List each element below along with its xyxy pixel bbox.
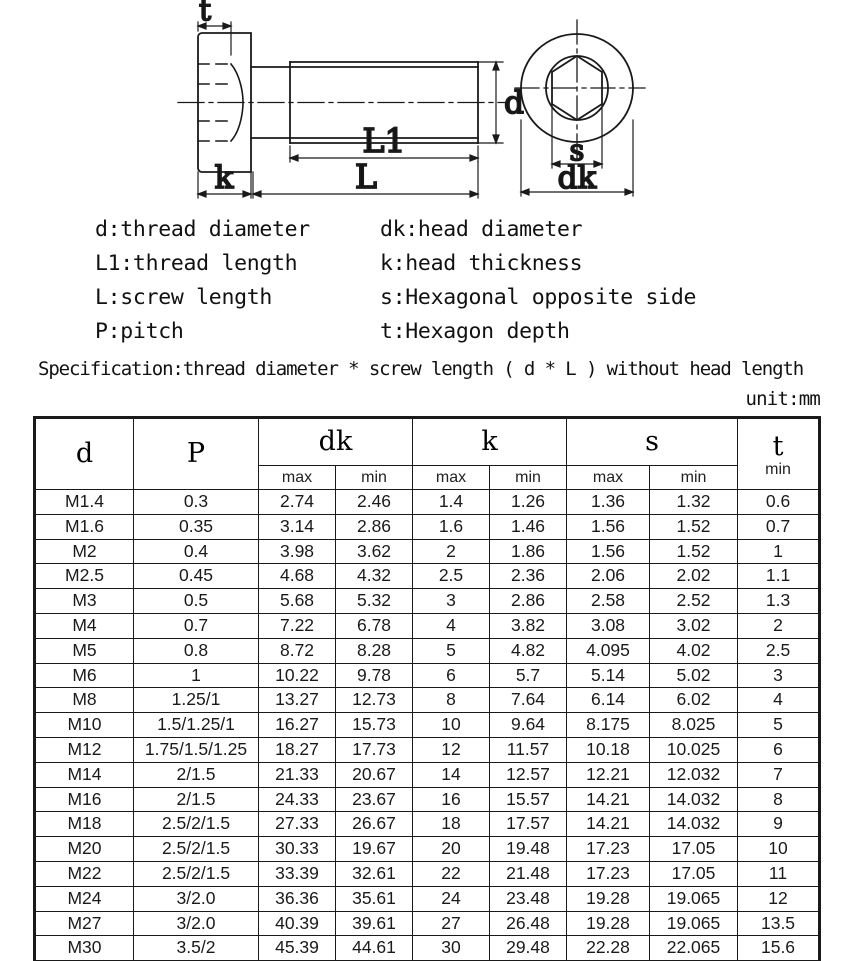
cell-s-min: 12.032 [650, 762, 738, 787]
cell-p: 1.25/1 [134, 688, 259, 713]
cell-dk-max: 16.27 [259, 713, 336, 738]
cell-s-max: 8.175 [567, 713, 650, 738]
cell-dk-max: 10.22 [259, 663, 336, 688]
cell-dk-max: 8.72 [259, 638, 336, 663]
cell-d: M2 [36, 539, 134, 564]
cell-dk-max: 36.36 [259, 886, 336, 911]
cell-k-max: 4 [413, 613, 490, 638]
cell-k-min: 3.82 [490, 613, 567, 638]
cell-t-min: 4 [738, 688, 819, 713]
cell-t-min: 6 [738, 737, 819, 762]
table-row [36, 663, 819, 688]
dimension-label-L1: L1 [362, 121, 406, 160]
cell-k-min: 1.26 [490, 490, 567, 515]
legend-col-left [0, 285, 380, 310]
cell-d: M30 [36, 936, 134, 961]
cell-t-min: 1.3 [738, 589, 819, 614]
cell-t-min: 0.7 [738, 514, 819, 539]
cell-dk-min: 5.32 [336, 589, 413, 614]
table-row [36, 638, 819, 663]
col-header-k: k [413, 419, 567, 466]
legend-item-k: k:head thickness [380, 250, 583, 276]
cell-p: 0.4 [134, 539, 259, 564]
cell-k-min: 9.64 [490, 713, 567, 738]
cell-s-max: 5.14 [567, 663, 650, 688]
table-row [36, 613, 819, 638]
cell-k-min: 2.86 [490, 589, 567, 614]
specification-text: Specification:thread diameter * screw length ( d * L ) without head length [38, 358, 804, 380]
cell-d: M24 [36, 886, 134, 911]
cell-s-max: 10.18 [567, 737, 650, 762]
cell-dk-max: 40.39 [259, 911, 336, 936]
dimension-label-s: s [569, 133, 585, 167]
col-header-t-letter: t [772, 430, 784, 462]
table-row [36, 539, 819, 564]
cell-t-min: 8 [738, 787, 819, 812]
cell-k-min: 4.82 [490, 638, 567, 663]
cell-dk-min: 23.67 [336, 787, 413, 812]
cell-k-min: 17.57 [490, 812, 567, 837]
cell-t-min: 0.6 [738, 490, 819, 515]
cell-d: M27 [36, 911, 134, 936]
cell-k-min: 2.36 [490, 564, 567, 589]
dimension-label-t: t [198, 0, 212, 28]
cell-dk-min: 15.73 [336, 713, 413, 738]
cell-k-min: 1.46 [490, 514, 567, 539]
cell-d: M22 [36, 861, 134, 886]
cell-s-min: 2.02 [650, 564, 738, 589]
legend-row [0, 212, 857, 246]
col-subheader-s-min: min [650, 466, 738, 490]
cell-k-max: 1.6 [413, 514, 490, 539]
legend-col-left [0, 217, 380, 242]
cell-k-max: 24 [413, 886, 490, 911]
cell-dk-min: 2.86 [336, 514, 413, 539]
cell-p: 1.75/1.5/1.25 [134, 737, 259, 762]
table-row [36, 713, 819, 738]
cell-s-max: 19.28 [567, 911, 650, 936]
cell-s-min: 17.05 [650, 837, 738, 862]
col-subheader-dk-max: max [259, 466, 336, 490]
cell-p: 3/2.0 [134, 886, 259, 911]
cell-s-max: 12.21 [567, 762, 650, 787]
cell-s-min: 5.02 [650, 663, 738, 688]
cell-t-min: 11 [738, 861, 819, 886]
cell-p: 3/2.0 [134, 911, 259, 936]
cell-s-max: 19.28 [567, 886, 650, 911]
cell-k-max: 14 [413, 762, 490, 787]
cell-d: M3 [36, 589, 134, 614]
cell-s-max: 17.23 [567, 861, 650, 886]
cell-k-max: 5 [413, 638, 490, 663]
legend-item-l1: L1:thread length [95, 250, 298, 276]
table-body [36, 490, 819, 961]
cell-dk-max: 3.14 [259, 514, 336, 539]
table-row [36, 886, 819, 911]
table-row [36, 762, 819, 787]
legend-col-right [380, 285, 857, 310]
legend-item-t: t:Hexagon depth [380, 318, 570, 344]
col-subheader-k-min: min [490, 466, 567, 490]
cell-t-min: 3 [738, 663, 819, 688]
cell-p: 0.5 [134, 589, 259, 614]
cell-d: M1.6 [36, 514, 134, 539]
cell-k-max: 27 [413, 911, 490, 936]
cell-s-min: 2.52 [650, 589, 738, 614]
cell-dk-min: 8.28 [336, 638, 413, 663]
socket-head-cap-screw-drawing [0, 0, 857, 212]
cell-s-max: 6.14 [567, 688, 650, 713]
cell-dk-max: 33.39 [259, 861, 336, 886]
cell-k-max: 2.5 [413, 564, 490, 589]
cell-k-max: 10 [413, 713, 490, 738]
col-header-d: d [36, 419, 134, 490]
cell-s-min: 14.032 [650, 787, 738, 812]
cell-k-min: 7.64 [490, 688, 567, 713]
cell-t-min: 2.5 [738, 638, 819, 663]
cell-s-min: 6.02 [650, 688, 738, 713]
legend-row [0, 280, 857, 314]
cell-p: 2/1.5 [134, 762, 259, 787]
cell-t-min: 9 [738, 812, 819, 837]
table-row [36, 589, 819, 614]
cell-d: M6 [36, 663, 134, 688]
cell-s-min: 19.065 [650, 886, 738, 911]
cell-k-max: 6 [413, 663, 490, 688]
cell-s-max: 1.36 [567, 490, 650, 515]
cell-s-min: 8.025 [650, 713, 738, 738]
cell-s-min: 1.52 [650, 514, 738, 539]
col-subheader-s-max: max [567, 466, 650, 490]
cell-dk-min: 20.67 [336, 762, 413, 787]
cell-p: 2/1.5 [134, 787, 259, 812]
table-row [36, 936, 819, 961]
cell-dk-max: 30.33 [259, 837, 336, 862]
table-row [36, 737, 819, 762]
cell-d: M10 [36, 713, 134, 738]
unit-note-line [0, 388, 820, 410]
cell-p: 1.5/1.25/1 [134, 713, 259, 738]
cell-k-max: 1.4 [413, 490, 490, 515]
cell-t-min: 2 [738, 613, 819, 638]
cell-s-min: 4.02 [650, 638, 738, 663]
legend-item-s: s:Hexagonal opposite side [380, 284, 697, 310]
table-header-row-main [36, 419, 819, 466]
cell-k-max: 30 [413, 936, 490, 961]
cell-d: M12 [36, 737, 134, 762]
dimensions-table-wrap [35, 418, 818, 961]
cell-s-max: 2.06 [567, 564, 650, 589]
table-row [36, 490, 819, 515]
cell-k-min: 1.86 [490, 539, 567, 564]
col-header-s: s [567, 419, 738, 466]
legend-row [0, 246, 857, 280]
cell-d: M16 [36, 787, 134, 812]
legend-item-dk: dk:head diameter [380, 216, 583, 242]
cell-k-max: 16 [413, 787, 490, 812]
cell-dk-max: 3.98 [259, 539, 336, 564]
legend-block [0, 212, 857, 348]
legend-col-left [0, 319, 380, 344]
legend-row [0, 314, 857, 348]
cell-s-min: 19.065 [650, 911, 738, 936]
cell-dk-max: 24.33 [259, 787, 336, 812]
cell-s-max: 3.08 [567, 613, 650, 638]
cell-d: M8 [36, 688, 134, 713]
legend-col-right [380, 251, 857, 276]
cell-p: 0.3 [134, 490, 259, 515]
cell-s-max: 17.23 [567, 837, 650, 862]
col-subheader-k-max: max [413, 466, 490, 490]
cell-d: M2.5 [36, 564, 134, 589]
cell-dk-min: 32.61 [336, 861, 413, 886]
cell-k-min: 23.48 [490, 886, 567, 911]
cell-t-min: 13.5 [738, 911, 819, 936]
dimension-label-L: L [355, 157, 377, 196]
cell-s-max: 14.21 [567, 787, 650, 812]
legend-col-right [380, 217, 857, 242]
cell-dk-min: 12.73 [336, 688, 413, 713]
cell-s-min: 1.52 [650, 539, 738, 564]
specification-line [0, 358, 857, 380]
cell-dk-max: 21.33 [259, 762, 336, 787]
table-row [36, 837, 819, 862]
cell-dk-max: 5.68 [259, 589, 336, 614]
cell-s-min: 14.032 [650, 812, 738, 837]
legend-item-d: d:thread diameter [95, 216, 310, 242]
cell-dk-min: 19.67 [336, 837, 413, 862]
cell-dk-max: 7.22 [259, 613, 336, 638]
unit-note: unit:mm [745, 388, 820, 410]
cell-k-max: 3 [413, 589, 490, 614]
cell-p: 1 [134, 663, 259, 688]
cell-k-max: 12 [413, 737, 490, 762]
cell-dk-max: 2.74 [259, 490, 336, 515]
table-row [36, 787, 819, 812]
col-header-dk: dk [259, 419, 413, 466]
table-row [36, 812, 819, 837]
cell-dk-min: 35.61 [336, 886, 413, 911]
cell-dk-max: 45.39 [259, 936, 336, 961]
cell-t-min: 15.6 [738, 936, 819, 961]
cell-k-max: 22 [413, 861, 490, 886]
cell-p: 0.45 [134, 564, 259, 589]
cell-t-min: 1.1 [738, 564, 819, 589]
cell-p: 0.8 [134, 638, 259, 663]
drawing-svg [0, 0, 857, 212]
cell-s-min: 10.025 [650, 737, 738, 762]
cell-dk-min: 39.61 [336, 911, 413, 936]
cell-dk-max: 18.27 [259, 737, 336, 762]
cell-dk-min: 2.46 [336, 490, 413, 515]
col-header-t-min: min [765, 460, 791, 478]
table-row [36, 688, 819, 713]
cell-s-min: 22.065 [650, 936, 738, 961]
cell-d: M4 [36, 613, 134, 638]
cell-k-min: 5.7 [490, 663, 567, 688]
cell-s-max: 1.56 [567, 514, 650, 539]
cell-s-max: 4.095 [567, 638, 650, 663]
cell-dk-min: 4.32 [336, 564, 413, 589]
cell-k-min: 26.48 [490, 911, 567, 936]
cell-dk-min: 9.78 [336, 663, 413, 688]
cell-t-min: 12 [738, 886, 819, 911]
cell-d: M18 [36, 812, 134, 837]
cell-d: M1.4 [36, 490, 134, 515]
table-row [36, 564, 819, 589]
cell-t-min: 10 [738, 837, 819, 862]
cell-t-min: 7 [738, 762, 819, 787]
col-header-p: P [134, 419, 259, 490]
col-header-t [738, 419, 819, 490]
cell-s-min: 17.05 [650, 861, 738, 886]
legend-col-left [0, 251, 380, 276]
cell-dk-min: 3.62 [336, 539, 413, 564]
table-row [36, 514, 819, 539]
dimension-label-k: k [214, 160, 234, 196]
cell-dk-max: 13.27 [259, 688, 336, 713]
dimensions-table [35, 418, 819, 961]
cell-s-min: 3.02 [650, 613, 738, 638]
cell-dk-min: 26.67 [336, 812, 413, 837]
cell-dk-max: 4.68 [259, 564, 336, 589]
table-row [36, 911, 819, 936]
cell-d: M5 [36, 638, 134, 663]
cell-p: 2.5/2/1.5 [134, 812, 259, 837]
cell-s-max: 1.56 [567, 539, 650, 564]
cell-dk-min: 44.61 [336, 936, 413, 961]
cell-d: M20 [36, 837, 134, 862]
cell-k-min: 11.57 [490, 737, 567, 762]
cell-k-min: 12.57 [490, 762, 567, 787]
dimension-label-d: d [504, 85, 524, 121]
cell-k-max: 18 [413, 812, 490, 837]
cell-dk-min: 17.73 [336, 737, 413, 762]
cell-t-min: 1 [738, 539, 819, 564]
legend-item-l: L:screw length [95, 284, 273, 310]
cell-d: M14 [36, 762, 134, 787]
cell-k-min: 19.48 [490, 837, 567, 862]
cell-p: 0.7 [134, 613, 259, 638]
cell-p: 2.5/2/1.5 [134, 861, 259, 886]
table-head [36, 419, 819, 490]
cell-t-min: 5 [738, 713, 819, 738]
col-subheader-dk-min: min [336, 466, 413, 490]
table-row [36, 861, 819, 886]
cell-p: 0.35 [134, 514, 259, 539]
cell-k-min: 21.48 [490, 861, 567, 886]
cell-s-max: 14.21 [567, 812, 650, 837]
cell-k-max: 2 [413, 539, 490, 564]
legend-item-p: P:pitch [95, 318, 184, 344]
legend-col-right [380, 319, 857, 344]
cell-s-min: 1.32 [650, 490, 738, 515]
cell-k-min: 29.48 [490, 936, 567, 961]
cell-p: 2.5/2/1.5 [134, 837, 259, 862]
cell-p: 3.5/2 [134, 936, 259, 961]
cell-dk-min: 6.78 [336, 613, 413, 638]
cell-k-min: 15.57 [490, 787, 567, 812]
cell-k-max: 8 [413, 688, 490, 713]
cell-dk-max: 27.33 [259, 812, 336, 837]
cell-s-max: 22.28 [567, 936, 650, 961]
cell-s-max: 2.58 [567, 589, 650, 614]
dimension-label-dk: dk [557, 160, 597, 196]
cell-k-max: 20 [413, 837, 490, 862]
